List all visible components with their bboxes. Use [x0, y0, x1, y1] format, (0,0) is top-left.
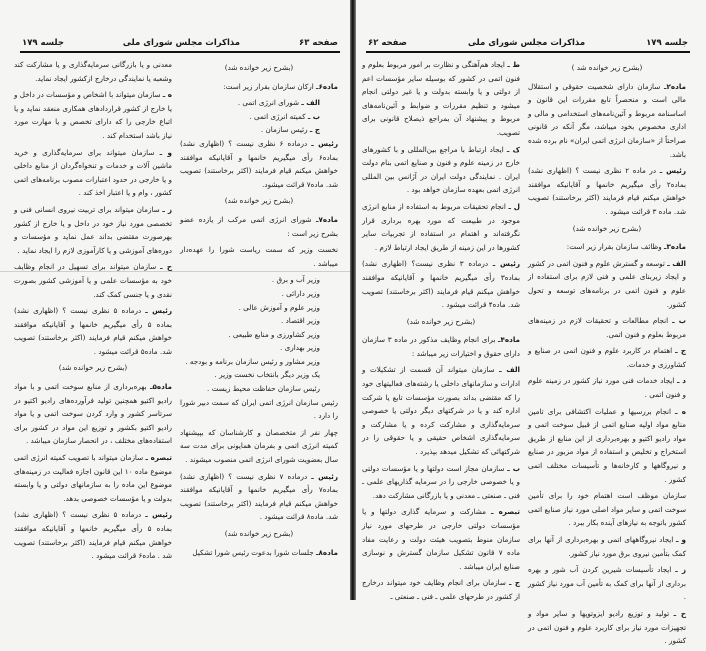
- column-left: [362, 58, 520, 607]
- article-label: ماده۳ـ: [664, 242, 686, 252]
- article-label: الف ـ: [499, 365, 520, 375]
- paragraph-text: درماده ۵ نظری نیست ؟ (اظهاری نشد) بماده ۵ رأی میگیریم خانمها و آقایانیکه موافقند خواهش میکنم قیام فرمایند (اکثر برخاستند) تصویب شد. ماده۵ قرائت میشود .: [14, 306, 172, 356]
- scan-artifact-line: [0, 271, 352, 272]
- paragraph-text: ایجاد نیروگاههای اتمی و بهره‌برداری از آنها برای کمک بتأمین نیروی برق مورد نیاز کشور.: [528, 535, 686, 558]
- paragraph: [180, 137, 338, 191]
- reading-note: [180, 194, 338, 208]
- column-right: [180, 58, 338, 562]
- paragraph: [362, 58, 520, 140]
- article-label: ب ـ: [307, 111, 320, 121]
- paragraph: [14, 260, 172, 301]
- paragraph-text: در ماده ۲ نظری نیست ؟ (اظهاری نشد) بماده۲ رأی میگیریم خانمها و آقایانیکه موافقند خواهش میکنم قیام فرمایند (اکثر برخاستند) تصویب شد. ماده ۳ قرائت میشود .: [528, 166, 686, 216]
- article-label: رئیس ـ: [311, 138, 338, 148]
- paragraph-text: توسعه و گسترش علوم و فنون اتمی در کشور و ایجاد زیربنای علمی و فنی لازم برای استفاده از علوم و فنون اتمی در برنامه‌های توسعه و تحول کشور.: [528, 258, 686, 309]
- paragraph: [180, 396, 338, 423]
- paragraph: [14, 451, 172, 505]
- list-item: [180, 96, 338, 110]
- article-label: ط ـ: [507, 60, 520, 69]
- paragraph: [14, 508, 172, 562]
- reading-note: [528, 222, 686, 236]
- paragraph: [362, 257, 520, 311]
- paragraph: [528, 607, 686, 648]
- paragraph: [362, 363, 520, 458]
- paragraph-text: سازمان میتواند با تصویب کمیته انرژی اتمی موضوع ماده ۱۰ این قانون اجازه فعالیت در زمینه‌های موضوع این ماده را به سازمانهای دولتی و یا وابسته بدولت و یا مؤسسات خصوصی بدهد.: [14, 453, 172, 503]
- paragraph-text: شورای انرژی اتمی .: [237, 98, 302, 108]
- list-item: [180, 355, 338, 369]
- paragraph-text: (بشرح زیر خوانده شد): [224, 529, 294, 538]
- paragraph-text: وزیر اقتصاد .: [281, 316, 320, 326]
- paragraph: [528, 314, 686, 341]
- paragraph: [14, 304, 172, 358]
- article-label: ماده۷ـ: [316, 214, 338, 224]
- article-label: ماده۶ـ: [316, 81, 338, 91]
- paragraph: [528, 164, 686, 218]
- paragraph-text: تولید و توزیع رادیو ایزوتوپها و سایر مواد و تجهیزات مورد نیاز برای کاربرد علوم و فنون اتمی در کشور .: [528, 608, 686, 646]
- paragraph: [528, 240, 686, 254]
- paragraph-text: وزیر آب و برق .: [271, 275, 320, 285]
- list-item: [180, 328, 338, 342]
- paragraph-text: نخست وزیر که سمت ریاست شورا را عهده‌دار میباشد .: [180, 245, 338, 268]
- article-label: الف ـ: [301, 98, 320, 108]
- article-label: ک ـ: [506, 144, 520, 154]
- paragraph: [14, 58, 172, 85]
- paragraph: [14, 88, 172, 142]
- paragraph-text: وزیر بهداری .: [280, 343, 320, 353]
- article-label: د ـ: [676, 376, 686, 386]
- paragraph-text: انجام تحقیقات مربوط به استفاده از منابع انرژی موجود در طبیعت که مورد بهره برداری قرار نگرفته‌اند و اهتمام در استفاده از تجربیات سایر کشورها در این زمینه از طریق ایجاد ارتباط لازم .: [362, 201, 520, 252]
- header-rule: [20, 51, 340, 53]
- column-right: [528, 58, 686, 651]
- article-label: ماده۵ـ: [150, 382, 172, 392]
- paragraph-text: (بشرح زیر خوانده شد ): [571, 63, 643, 72]
- paragraph-text: برای انجام وظایف مذکور در ماده ۳ سازمان دارای حقوق و اختیارات زیر میباشد :: [362, 335, 520, 358]
- paragraph-text: (بشرح زیر خوانده شد): [58, 363, 128, 373]
- paragraph: [180, 213, 338, 240]
- column-left: [14, 58, 172, 566]
- paragraph-text: وزیر دارائی .: [281, 288, 320, 298]
- paragraph-text: رئیس سازمان حفاظت محیط زیست .: [207, 384, 320, 394]
- article-label: رئیس ـ: [145, 510, 172, 520]
- article-label: ه ـ: [675, 406, 686, 416]
- paragraph-text: سازمان میتواند برای سرمایه‌گذاری و خرید ماشین آلات و خدمات و تنخواه‌گردان از منابع داخلی و یا خارجی در حدود اعتبارات مصوب برنامه‌های اتمی کشور ، وام و یا اعتبار اخذ کند .: [14, 147, 172, 198]
- article-label: ج ـ: [509, 578, 521, 588]
- list-item: [180, 287, 338, 301]
- paragraph-text: (بشرح زیر خوانده شد): [224, 196, 294, 206]
- paragraph-text: سازمان میتواند برای تسهیل در انجام وظایف خود به مؤسسات علمی و یا آموزشی کشور بصورت نقدی و یا جنسی کمک کند.: [14, 262, 172, 299]
- paragraph-text: سازمان برای انجام وظایف خود میتواند درخارج از کشور در طرحهای علمی ـ فنی ـ صنعتی ـ: [362, 578, 520, 601]
- paragraph-text: سازمان موظف است اهتمام خود را برای تأمین سوخت اتمی و سایر مواد اصلی مورد نیاز صنایع اتمی کشور باتوجه به نیازهای آینده بکار ببرد .: [528, 491, 686, 528]
- list-item: [180, 273, 338, 287]
- article-label: ماده۸ـ: [316, 547, 338, 557]
- reading-note: [528, 61, 686, 75]
- list-item: [180, 382, 338, 396]
- article-label: و ـ: [676, 535, 686, 544]
- paragraph: [362, 505, 520, 573]
- paragraph-text: انجام مطالعات و تحقیقات لازم در زمینه‌های مربوط بعلوم و فنون اتمی.: [528, 316, 686, 339]
- running-head: [368, 36, 688, 50]
- paragraph-text: وظائف سازمان بقرار زیر است:: [566, 242, 665, 252]
- article-label: ماده۴ـ: [498, 335, 520, 345]
- paragraph-text: یک وزیر دیگر بانتخاب نخست وزیر .: [214, 370, 320, 380]
- paragraph-text: وزیر کشاورزی و منابع طبیعی .: [228, 329, 320, 339]
- paragraph-text: درماده ۶ نظری نیست ؟ (اظهاری نشد) بماده۶ رأی میگیریم خانمها و آقایانیکه موافقند خواهش میکنم قیام فرمایند (اکثر برخاستند) تصویب شد. ماده۷ قرائت میشود.: [180, 138, 338, 189]
- paragraph: [180, 426, 338, 467]
- session-number: جلسه ۱۷۹: [646, 38, 688, 48]
- paragraph-text: (بشرح زیر خوانده شد): [406, 316, 476, 326]
- article-label: تبصره ـ: [145, 453, 172, 463]
- paragraph: [180, 243, 338, 270]
- article-label: ح ـ: [160, 262, 172, 272]
- paragraph-text: بهره‌برداری از منابع سوخت اتمی و با مواد رادیو اکتیو همچنین تولید فرآورده‌های رادیو اکتیو در سرتاسر کشور و وارد کردن سوخت اتمی و یا مواد رادیو اکتیو بکشور و توزیع این مواد در کشور برای استفاده‌های مختلف ، در انحصار سازمان میباشد .: [14, 382, 172, 446]
- paragraph-text: چهار نفر از متخصصان و کارشناسان که بپیشنهاد کمیته انرژی اتمی و بفرمان همایونی برای مدت سه سال بعضویت شورای انرژی اتمی منصوب میشوند .: [180, 427, 338, 465]
- list-item: [180, 368, 338, 382]
- paragraph-text: رئیس سازمان انرژی اتمی ایران که سمت دبیر شورا را دارد .: [180, 397, 338, 421]
- article-label: تبصره ـ: [490, 507, 520, 517]
- article-label: رئیس ـ: [659, 166, 686, 176]
- paragraph-text: جلسات شورا بدعوت رئیس شورا تشکیل: [192, 547, 317, 557]
- article-label: و ـ: [159, 147, 172, 157]
- paragraph: [14, 380, 172, 448]
- article-label: ب ـ: [507, 463, 520, 473]
- paragraph: [362, 462, 520, 503]
- paragraph-text: درماده ۵ نظری نیست ؟ (اظهاری نشد) بماده ۵ رأی میگیریم خانمها و آقایانیکه موافقند خواهش میکنم قیام فرمایند (اکثر برخاستند) تصویب شد . ماده۶ قرائت میشود .: [14, 510, 172, 561]
- article-label: ز ـ: [162, 204, 172, 214]
- paragraph-text: ایجاد هم‌آهنگی و نظارت بر امور مربوط بعلوم و فنون اتمی در کشور که بوسیله سایر مؤسسات اعم از دولتی و یا وابسته بدولت و یا غیر دولتی انجام میشود و تنظیم مقررات و ضوابط و آئین‌نامه‌های مربوط و پیشنهاد آن بمراجع ذیصلاح قانونی برای تصویب.: [362, 60, 520, 137]
- paragraph-text: (بشرح زیر خوانده شد): [224, 63, 294, 72]
- paragraph: [14, 146, 172, 200]
- paragraph-text: سازمان مجاز است دولتها و یا مؤسسات دولتی و یا خصوصی خارجی را در سرمایه گذاریهای علمی ـ فنی ـ صنعتی ـ معدنی و یا بازرگانی مشارکت دهد.: [362, 463, 520, 500]
- article-label: رئیس ـ: [145, 306, 172, 316]
- article-label: ل ـ: [508, 201, 520, 211]
- paragraph-text: سازمان دارای شخصیت حقوقی و استقلال مالی است و منحصراً تابع مقررات این قانون و اساسنامه مربوط و آئین‌نامه‌های استخدامی و مالی و اداری مخصوص بخود میباشد، مگر آنکه در قانونی صراحتاً از «سازمان انرژی اتمی ایران» نام برده شده باشد.: [528, 81, 686, 159]
- page-62: [356, 0, 706, 646]
- reading-note: [362, 315, 520, 329]
- article-label: الف ـ: [667, 258, 686, 268]
- paragraph-text: سازمان میتواند با اشخاص و مؤسسات در داخل و یا خارج از کشور قراردادهای همکاری منعقد نماید و یا اتباع خارجی را که دارای تخصص و یا مهارت مورد نیاز باشد استخدام کند .: [14, 90, 172, 140]
- page-63: [0, 0, 352, 600]
- paragraph-text: ایجاد تأسیسات شیرین کردن آب شور و بهره برداری از آنها برای کمک به تأمین آب مورد نیاز کشور .: [528, 565, 686, 602]
- paragraph-text: انجام بررسیها و عملیات اکتشافی برای تامین منابع مواد اولیه صنایع اتمی از قبیل سوخت اتمی و مواد رادیو اکتیو و بهره‌برداری از این منابع از طریق استخراج و تخلیص و استفاده از مواد مزبور در صنایع و نیروگاهها و کارخانه‌ها و تأسیسات مختلف اتمی کشور .: [528, 406, 686, 484]
- paragraph: [528, 405, 686, 487]
- paragraph-text: (بشرح زیر خوانده شد): [572, 223, 642, 233]
- list-item: [180, 123, 338, 137]
- paragraph: [362, 333, 520, 360]
- paragraph-text: ایجاد ارتباط با مراجع بین‌المللی و با کشورهای خارج در زمینه علوم و فنون و صنایع اتمی بنام دولت ایران . نمایندگی دولت ایران در آژانس بین المللی انرژی اتمی بعهده سازمان خواهد بود .: [362, 144, 520, 195]
- paragraph: [528, 257, 686, 311]
- paragraph-text: اهتمام در کاربرد علوم و فنون اتمی در صنایع و کشاورزی و خدمات.: [528, 346, 686, 369]
- page-number: صفحه ۶۲: [368, 38, 407, 48]
- publication-title: مذاکرات مجلس شورای ملی: [122, 38, 241, 48]
- paragraph-text: معدنی و یا بازرگانی سرمایه‌گذاری و یا مشارکت کند وشعبه یا نمایندگی درخارج ازکشور ایجاد نماید.: [14, 60, 172, 83]
- paragraph-text: ایجاد خدمات فنی مورد نیاز کشور در زمینه علوم و فنون اتمی .: [528, 376, 686, 400]
- paragraph: [528, 489, 686, 530]
- paragraph: [362, 576, 520, 603]
- page-number: صفحه ۶۳: [299, 38, 338, 48]
- paragraph: [180, 546, 338, 560]
- paragraph-text: سازمان میتواند برای تربیت نیروی انسانی فنی و تخصصی مورد نیاز خود در داخل و یا خارج از کشور بهرصورت مقتضی بداند عمل نماید و مؤسسات و دوره‌های آموزشی و یا کارآموزی لازم را ایجاد نماید .: [14, 204, 172, 255]
- paragraph: [528, 80, 686, 162]
- reading-note: [180, 61, 338, 75]
- article-label: ج ـ: [309, 125, 320, 135]
- list-item: [180, 110, 338, 124]
- paragraph-text: سازمان میتواند آن قسمت از تشکیلات و ادارات و سازمانهای داخلی یا رشته‌های فعالیتهای خود را که مقتضی بداند بصورت مؤسسات تابع یا شرکت اداره کند و یا در شرکتهای دیگر دولتی یا خصوصی سرمایه‌گذاری و مشارکت کرده و یا مشارکت و سرمایه‌گذاری اشخاص حقیقی و یا حقوقی را در شرکتهائی که تشکیل میدهد بپذیرد .: [362, 365, 520, 457]
- list-item: [180, 301, 338, 315]
- article-label: ج ـ: [675, 346, 686, 356]
- session-number: جلسه ۱۷۹: [22, 38, 64, 48]
- paragraph: [14, 203, 172, 257]
- article-label: ح ـ: [673, 608, 686, 618]
- list-item: [180, 314, 338, 328]
- list-item: [180, 341, 338, 355]
- paragraph: [528, 374, 686, 401]
- paragraph: [528, 344, 686, 371]
- paragraph-text: رئیس سازمان .: [260, 125, 310, 135]
- article-label: رئیس ـ: [492, 259, 520, 269]
- paragraph-text: مشارکت و سرمایه گذاری دولتها و یا مؤسسات دولتی خارجی در طرحهای مورد نیاز سازمان منوط بتصویب هیئت دولت و رعایت مفاد ماده ۷ قانون تشکیل سازمان گسترش و نوسازی صنایع ایران میباشد .: [362, 507, 521, 571]
- paragraph: [362, 200, 520, 254]
- paragraph-text: شورای انرژی اتمی مرکب از یازده عضو بشرح زیر است :: [180, 214, 338, 238]
- article-label: ه ـ: [162, 90, 173, 100]
- paragraph-text: درماده ۷ نظری نیست ؟ (اظهاری نشد) بماده۷ رأی میگیریم خانمها و آقایانیکه موافقند خواهش میکنم قیام فرمایند (اکثر برخاستند) تصویب شد. ماده۸ قرائت میشود .: [180, 471, 338, 522]
- article-label: رئیس ـ: [311, 471, 338, 481]
- reading-note: [14, 361, 172, 375]
- paragraph: [528, 533, 686, 560]
- paragraph-text: ارکان سازمان بقرار زیر است:: [223, 81, 317, 91]
- article-label: ماده۲ـ: [664, 81, 686, 91]
- paragraph: [362, 143, 520, 197]
- paragraph: [180, 470, 338, 524]
- paragraph-text: کمیته انرژی اتمی .: [249, 111, 308, 121]
- publication-title: مذاکرات مجلس شورای ملی: [467, 38, 586, 48]
- reading-note: [180, 527, 338, 541]
- article-label: ز ـ: [675, 565, 686, 575]
- header-rule: [366, 51, 690, 53]
- running-head: [22, 36, 338, 50]
- article-label: ب ـ: [672, 316, 686, 326]
- paragraph-text: درماده ۳ نظری نیست؟ (اظهاری نشد) بماده۳ رأی میگیریم خانمها و آقایانیکه موافقند خواهش میکنم قیام فرمایند (اکثر برخاستند) تصویب شد. ماده۴ قرائت میشود .: [362, 259, 520, 310]
- paragraph-text: وزیر علوم و آموزش عالی .: [238, 302, 320, 312]
- paragraph: [180, 80, 338, 94]
- paragraph: [528, 563, 686, 604]
- paragraph-text: وزیر مشاور و رئیس سازمان برنامه و بودجه .: [185, 356, 320, 366]
